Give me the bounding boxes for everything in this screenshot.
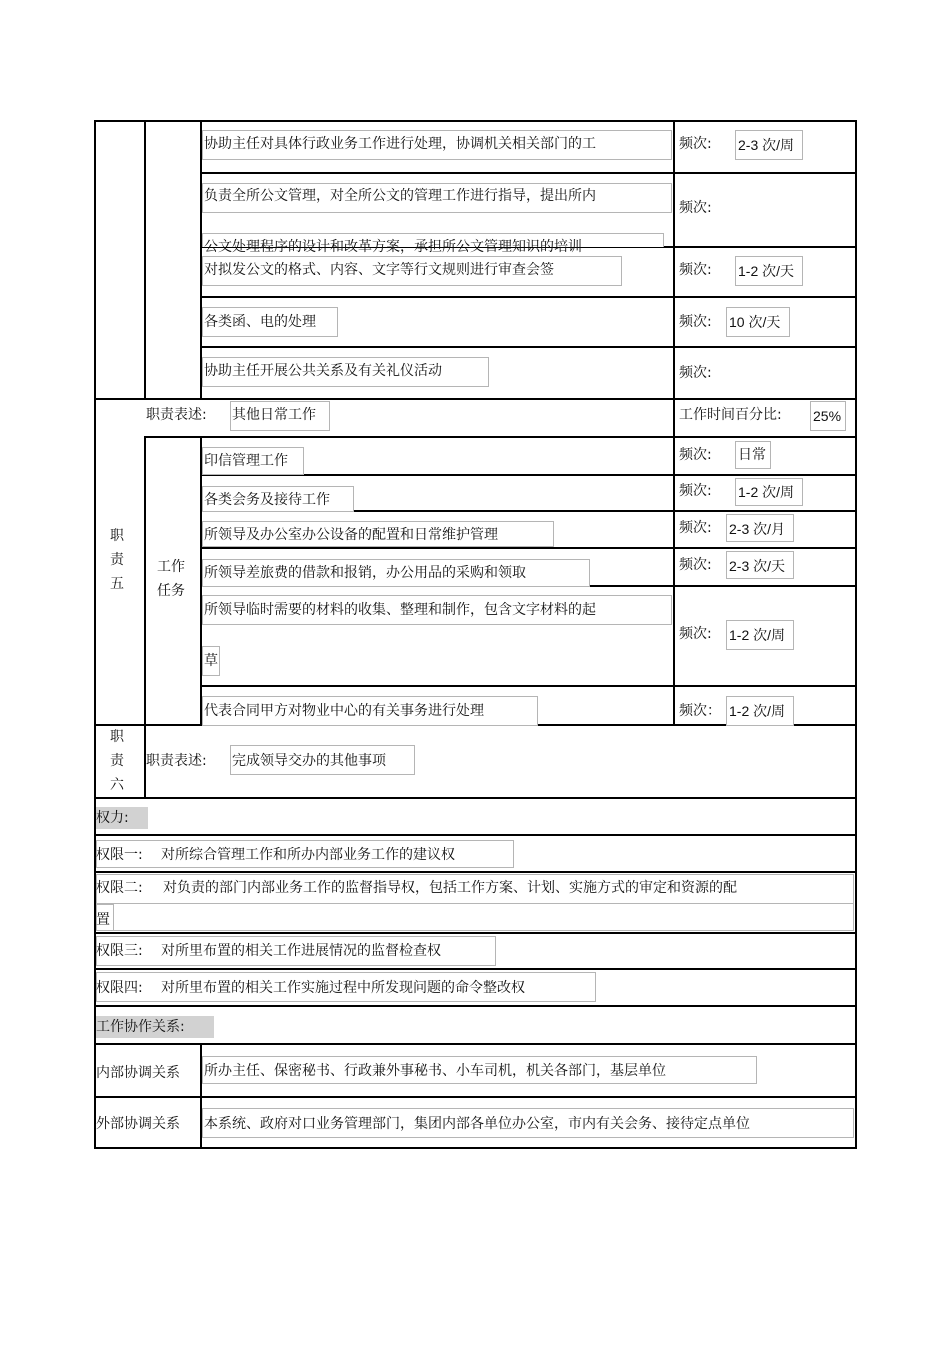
task-text: 代表合同甲方对物业中心的有关事务进行处理 [204,703,484,719]
frequency-label: 频次: [679,626,712,642]
duty-description-value: 其他日常工作 [232,407,316,423]
work-task-label: 工作任务 [157,559,185,599]
frequency-value: 1-2 次/周 [738,484,795,500]
frequency-label: 频次: [679,314,712,330]
external-relations-value: 本系统、政府对口业务管理部门，集团内部各单位办公室，市内有关会务、接待定点单位 [204,1116,750,1132]
task-text: 所领导及办公室办公设备的配置和日常维护管理 [204,527,498,543]
col-divider [673,398,675,725]
row-divider [94,871,857,873]
row-divider [94,797,857,799]
task-text: 各类会务及接待工作 [204,492,330,508]
authority-label: 权限二: [96,880,143,896]
frequency-value: 1-2 次/天 [738,263,795,279]
external-relations-label: 外部协调关系 [96,1116,180,1132]
row-divider [200,172,857,174]
row-divider [94,398,857,400]
frequency-label: 频次: [679,557,712,573]
row-divider [144,436,857,438]
authority-box [96,904,854,931]
work-time-percent-label: 工作时间百分比: [679,407,782,423]
task-text: 所领导临时需要的材料的收集、整理和制作，包含文字材料的起 [204,602,596,618]
frequency-value: 2-3 次/周 [738,137,795,153]
row-divider [94,1096,857,1098]
col-divider [673,120,675,400]
task-text: 协助主任开展公共关系及有关礼仪活动 [204,363,442,379]
frequency-value: 10 次/天 [729,314,781,330]
authority-text: 对所里布置的相关工作实施过程中所发现问题的命令整改权 [161,980,525,996]
internal-relations-value: 所办主任、保密秘书、行政兼外事秘书、小车司机，机关各部门，基层单位 [204,1063,666,1079]
internal-relations-label: 内部协调关系 [96,1065,180,1081]
duty-number-label: 职责六 [110,729,124,793]
row-divider [200,296,857,298]
row-divider [94,1005,857,1007]
frequency-value: 2-3 次/天 [729,558,786,574]
task-text-continued: 公文处理程序的设计和改革方案，承担所公文管理知识的培训 [204,239,582,255]
frequency-value: 1-2 次/周 [729,703,786,719]
row-divider [200,346,857,348]
task-text: 对拟发公文的格式、内容、文字等行文规则进行审查会签 [204,262,554,278]
authority-text-continued: 置 [96,912,110,928]
duty-description-value: 完成领导交办的其他事项 [232,753,386,769]
table-border-bottom [94,1147,857,1149]
authority-heading: 权力: [96,810,129,826]
authority-text: 对所里布置的相关工作进展情况的监督检查权 [161,943,441,959]
task-text: 印信管理工作 [204,453,288,469]
col-divider [144,436,146,725]
frequency-label: 频次: [679,520,712,536]
row-divider [200,547,857,549]
duty-description-label: 职责表述: [146,407,207,423]
authority-text: 对负责的部门内部业务工作的监督指导权，包括工作方案、计划、实施方式的审定和资源的配 [163,880,737,896]
relations-heading: 工作协作关系: [96,1019,185,1035]
frequency-label: 频次: [679,365,712,381]
duty-number-label: 职责五 [110,528,124,592]
authority-label: 权限一: [96,847,143,863]
frequency-value: 1-2 次/周 [729,627,786,643]
frequency-label: 频次： [679,703,721,719]
table-border-top [94,120,857,122]
row-divider [94,834,857,836]
frequency-label: 频次: [679,262,712,278]
authority-label: 权限三: [96,943,143,959]
task-text: 各类函、电的处理 [204,314,316,330]
frequency-label: 频次: [679,200,712,216]
work-time-percent-value: 25% [813,408,842,424]
frequency-label: 频次: [679,136,712,152]
authority-label: 权限四: [96,980,143,996]
frequency-label: 频次: [679,483,712,499]
row-divider [200,685,857,687]
frequency-label: 频次: [679,447,712,463]
task-text-continued: 草 [204,653,218,669]
task-text: 所领导差旅费的借款和报销，办公用品的采购和领取 [204,565,526,581]
task-text: 负责全所公文管理，对全所公文的管理工作进行指导，提出所内 [204,188,596,204]
row-divider [94,932,857,934]
row-divider [94,968,857,970]
duty-description-label: 职责表述: [146,753,207,769]
frequency-value: 日常 [738,447,766,463]
col-divider [144,120,146,400]
authority-text: 对所综合管理工作和所办内部业务工作的建议权 [161,847,455,863]
table-border-right [855,120,857,1149]
row-divider [94,1043,857,1045]
frequency-value: 2-3 次/月 [729,521,786,537]
task-text: 协助主任对具体行政业务工作进行处理，协调机关相关部门的工 [204,136,596,152]
